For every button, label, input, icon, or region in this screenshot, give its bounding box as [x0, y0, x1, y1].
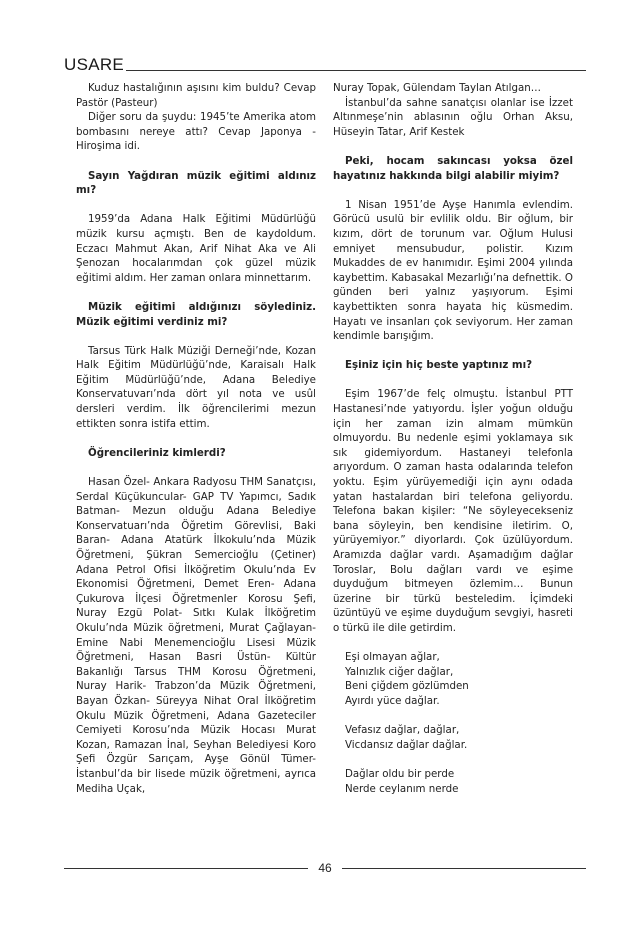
poem-line: Beni çiğdem gözlümden: [345, 680, 469, 693]
page-number: 46: [318, 861, 332, 875]
paragraph: 1 Nisan 1951’de Ayşe Hanımla evlendim. Görücü usulü bir evlilik oldu. Bir oğlum, bir kızım, dört de torunum var. Oğlum Hulusi emniyet mensubudur, polistir. Kızım Mukaddes de ev hanımıdır. Eşimi 2004 yılında kaybettim. Kabasakal Mezarlığı’na defnettik. O günden beri yalnız yaşıyorum. Eşimi kaybettikten sonra hayata hiç küsmedim. Hayatı ve insanları çok seviyorum. Her zaman kendimle barışığım.: [333, 198, 573, 343]
poem-line: Dağlar oldu bir perde: [345, 767, 455, 780]
interview-question: Sayın Yağdıran müzik eğitimi aldınız mı?: [76, 169, 316, 197]
interview-question: Müzik eğitimi aldığınızı söylediniz. Müzik eğitimi verdiniz mi?: [76, 300, 316, 328]
footer-rule: [342, 868, 586, 869]
poem-line: Nerde ceylanım nerde: [345, 782, 459, 795]
poem-line: Eşi olmayan ağlar,: [345, 651, 440, 664]
poem-stanza: [333, 723, 573, 752]
paragraph: Tarsus Türk Halk Müziği Derneği’nde, Kozan Halk Eğitim Müdürlüğü’nde, Karaisalı Halk Eğitim Müdürlüğü’nde, Adana Belediye Konservatuvarı’nda dört yıl nota ve usûl dersleri verdim. İlk öğrencilerimi mezun ettikten sonra istifa ettim.: [76, 344, 316, 430]
interview-question: Öğrencileriniz kimlerdi?: [88, 446, 226, 459]
magazine-title: USARE: [64, 55, 125, 74]
paragraph: 1959’da Adana Halk Eğitimi Müdürlüğü müzik kursu açmıştı. Ben de kaydoldum. Eczacı Mahmut Akan, Arif Nihat Aka ve Ali Şenozan hocalarımdan çok güzel müzik eğitimi aldım. Her zaman onlara minnettarım.: [76, 213, 316, 284]
poem-line: Yalnızlık ciğer dağlar,: [345, 665, 454, 678]
header-rule: [126, 70, 586, 71]
paragraph: İstanbul’da sahne sanatçısı olanlar ise İzzet Altınmeşe’nin ablasının oğlu Orhan Aksu, Hüseyin Tatar, Arif Kestek: [333, 96, 573, 138]
left-column: [76, 81, 316, 796]
poem-line: Ayırdı yüce dağlar.: [345, 694, 440, 707]
page-header: [64, 55, 586, 75]
right-column: [333, 81, 573, 811]
paragraph: Diğer soru da şuydu: 1945’te Amerika atom bombasını nereye attı? Cevap Japonya - Hiroşima idi.: [76, 111, 316, 153]
paragraph: Eşim 1967’de felç olmuştu. İstanbul PTT Hastanesi’nde yatıyordu. İşler yoğun olduğu için her zaman izin almam mümkün olmuyordu. Bu nedenle eşimi yoklamaya sık sık gidemiyordum. Hastaneyi telefonla arıyordum. O zaman hasta odalarında telefon yoktu. Eşim yürüyemediği için aynı odada yatan hastalardan biri telefona geliyordu. Telefona bakan kişiler: “Ne söyleyecekseniz bana söyleyin, ben kendisine iletirim. O, yürüyemiyor.” diyorlardı. Çok üzülüyordum. Aramızda dağlar vardı. Aşamadığım dağlar Toroslar, Bolu dağları vardı ve eşime duyduğum bitmeyen özlemim… Bunun üzerine bir türkü besteledim. İçimdeki üzüntüyü ve eşime duyduğum sevgiyi, hasreti o türkü ile dile getirdim.: [333, 388, 573, 634]
page-footer: [64, 861, 586, 875]
poem-stanza: [333, 767, 573, 796]
poem-line: Vicdansız dağlar dağlar.: [345, 738, 468, 751]
paragraph: Nuray Topak, Gülendam Taylan Atılgan…: [333, 82, 542, 94]
interview-question: Peki, hocam sakıncası yoksa özel hayatınız hakkında bilgi alabilir miyim?: [333, 154, 573, 182]
poem-line: Vefasız dağlar, dağlar,: [345, 724, 460, 737]
paragraph: Hasan Özel- Ankara Radyosu THM Sanatçısı, Serdal Küçükuncular- GAP TV Yapımcı, Sadık Batman- Mezun olduğu Adana Belediye Konservatuarı’nda Öğretim Görevlisi, Baki Baran- Adana Atatürk İlkokulu’nda Müzik Öğretmeni, Şükran Semercioğlu (Çetiner) Adana Petrol Ofisi İlköğretim Okulu’nda Ev Ekonomisi Öğretmeni, Demet Eren- Adana Çukurova İlçesi Öğretmenler Korosu Şefi, Nuray Ezgü Polat- Sıtkı Kulak İlköğretim Okulu’nda Müzik öğretmeni, Murat Çağlayan- Emine Nabi Menemencioğlu Lisesi Müzik Öğretmeni, Hasan Basri Üstün- Kültür Bakanlığı Tarsus THM Korosu Öğretmeni, Nuray Harik- Trabzon’da Müzik Öğretmeni, Bayan Özkan- Süreyya Nihat Oral İlköğretim Okulu Müzik Öğretmeni, Adana Gazeteciler Cemiyeti Korosu’nda Müzik Hocası Murat Kozan, Ramazan İnal, Seyhan Belediyesi Koro Şefi Özgür Sarıçam, Ayşe Gönül Tümer- İstanbul’da bir lisede müzik öğretmeni, ayrıca Mediha Uçak,: [76, 476, 316, 795]
poem-stanza: [333, 650, 573, 708]
interview-question: Eşiniz için hiç beste yaptınız mı?: [345, 359, 533, 372]
paragraph: Kuduz hastalığının aşısını kim buldu? Cevap Pastör (Pasteur): [76, 82, 316, 109]
